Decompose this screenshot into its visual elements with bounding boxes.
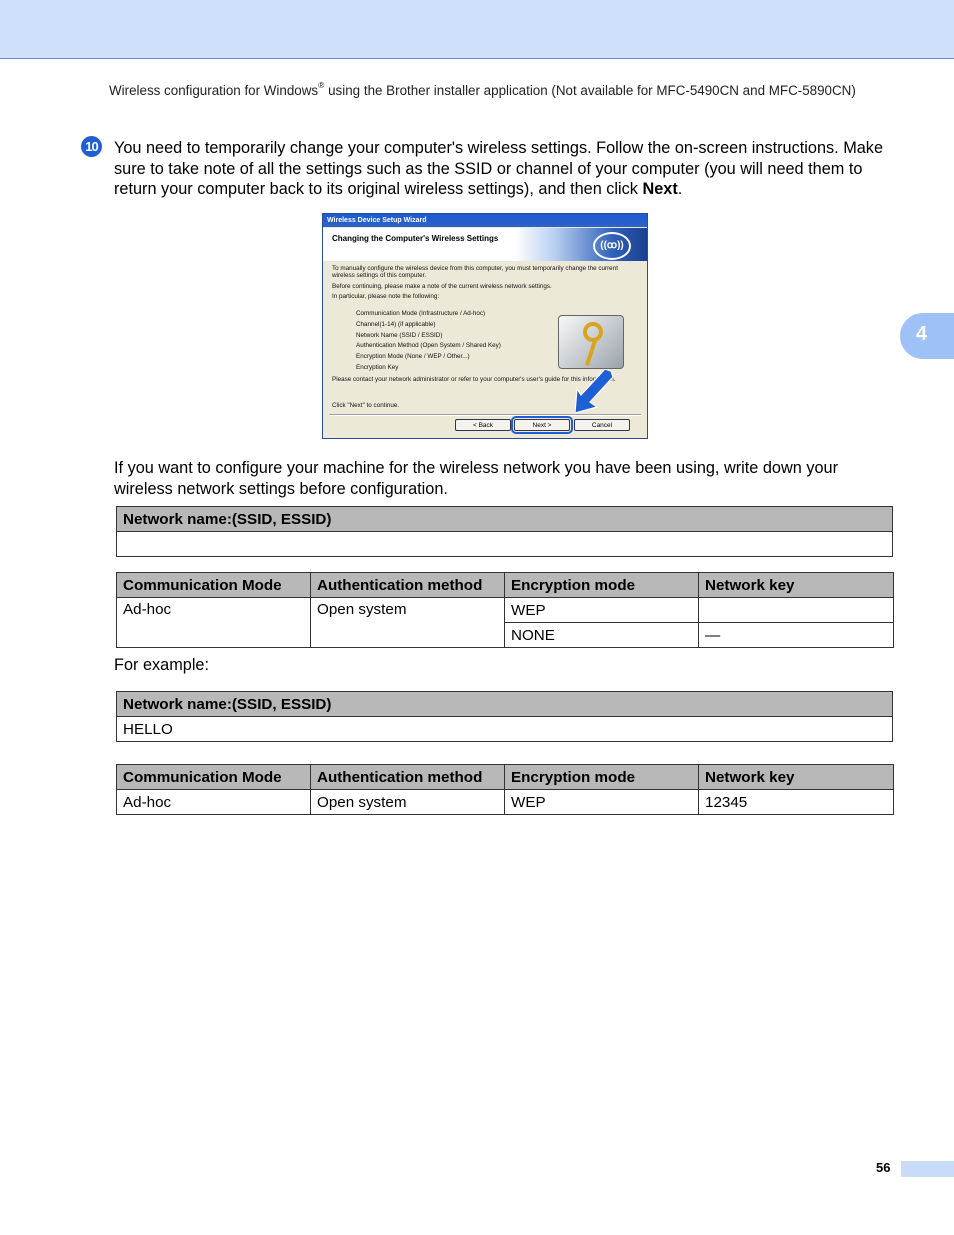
- top-band: [0, 0, 954, 59]
- network-key-cell: 12345: [699, 790, 894, 815]
- pointer-arrow-icon: [575, 369, 615, 413]
- enc-mode-cell: WEP: [505, 598, 699, 623]
- setup-wizard-dialog: [322, 213, 648, 439]
- dialog-banner: [323, 228, 647, 261]
- configuration-note: If you want to configure your machine for the wireless network you have been using, write down your wireless network settings before configuration.: [114, 459, 838, 498]
- dialog-heading: Changing the Computer's Wireless Settings: [332, 234, 499, 243]
- settings-table-example: [116, 764, 894, 815]
- table-header: Authentication method: [311, 765, 505, 790]
- settings-list-item: Encryption Key: [356, 363, 399, 371]
- dialog-title-bar: Wireless Device Setup Wizard: [323, 214, 647, 227]
- table-header: Authentication method: [311, 573, 505, 598]
- settings-list-item: Communication Mode (Infrastructure / Ad-hoc): [356, 310, 486, 317]
- dialog-contact-text: Please contact your network administrator or refer to your computer's user's guide for this information.: [332, 376, 616, 383]
- network-key-cell: —: [699, 623, 894, 648]
- settings-list-item: Authentication Method (Open System / Shared Key): [356, 342, 501, 350]
- comm-mode-cell: Ad-hoc: [117, 598, 311, 648]
- ssid-header: Network name:(SSID, ESSID): [117, 507, 893, 532]
- dialog-click-text: Click "Next" to continue.: [332, 402, 400, 409]
- comm-mode-cell: Ad-hoc: [117, 790, 311, 815]
- for-example-label: For example:: [114, 656, 210, 674]
- ssid-table-example: [116, 691, 893, 742]
- next-emphasis: Next: [642, 180, 678, 198]
- page-number-bar: [901, 1161, 954, 1177]
- page-number: 56: [876, 1160, 891, 1175]
- settings-list: [356, 309, 501, 374]
- ssid-header: Network name:(SSID, ESSID): [117, 692, 893, 717]
- next-button[interactable]: Next >: [514, 419, 570, 431]
- chapter-tab: [900, 313, 954, 359]
- key-icon: [558, 315, 624, 369]
- table-header: Network key: [699, 573, 894, 598]
- ssid-table-blank: [116, 506, 893, 557]
- auth-method-cell: Open system: [311, 790, 505, 815]
- settings-list-item: Network Name (SSID / ESSID): [356, 331, 443, 339]
- table-header: Network key: [699, 765, 894, 790]
- back-button[interactable]: < Back: [455, 419, 511, 431]
- cancel-button[interactable]: Cancel: [574, 419, 630, 431]
- step-number-badge: 10: [81, 136, 102, 157]
- ssid-value: HELLO: [117, 717, 893, 742]
- ssid-value[interactable]: [117, 532, 893, 557]
- table-header: Encryption mode: [505, 573, 699, 598]
- network-key-cell[interactable]: [699, 598, 894, 623]
- auth-method-cell: Open system: [311, 598, 505, 648]
- settings-table-blank: [116, 572, 894, 648]
- settings-list-item: Channel(1-14) (if applicable): [356, 320, 436, 328]
- enc-mode-cell: WEP: [505, 790, 699, 815]
- table-header: Communication Mode: [117, 765, 311, 790]
- chapter-number: 4: [916, 323, 928, 345]
- dialog-separator: [329, 414, 641, 416]
- table-header: Communication Mode: [117, 573, 311, 598]
- instruction-paragraph: You need to temporarily change your computer's wireless settings. Follow the on-screen instructions. Make sure to take note of all the settings such as the SSID or channel of your computer (you will need them to return your computer back to its original wireless settings), and then click Next.: [114, 139, 884, 198]
- wireless-logo-icon: ((ꝏ)): [593, 232, 631, 260]
- table-header: Encryption mode: [505, 765, 699, 790]
- settings-list-item: Encryption Mode (None / WEP / Other...): [356, 353, 470, 361]
- page-header: Wireless configuration for Windows® using the Brother installer application (Not available for MFC-5490CN and MFC-5890CN): [109, 80, 856, 98]
- enc-mode-cell: NONE: [505, 623, 699, 648]
- dialog-body: To manually configure the wireless device from this computer, you must temporarily change the current wireless settings of this computer. Before continuing, please make a note of the current wireless network settings. In particular, please note the following:: [332, 265, 618, 300]
